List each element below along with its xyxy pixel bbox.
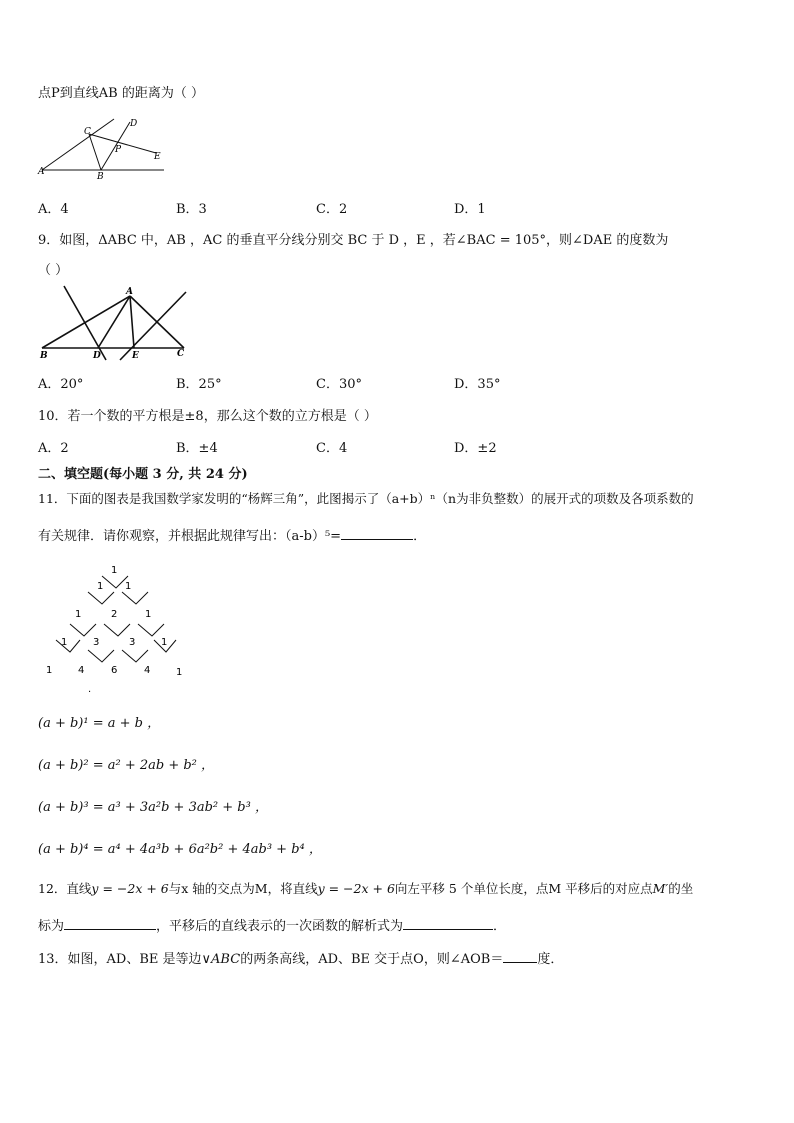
q13-triangle: ∨ABC	[201, 952, 241, 967]
q12-text-f: ，平移后的直线表示的一次函数的解析式为	[156, 919, 404, 934]
triangle-row3-num1: 1	[75, 609, 82, 620]
triangle-connector	[104, 624, 130, 636]
q8-option-b: B．3	[176, 202, 207, 217]
q8-label-c: C	[84, 127, 91, 137]
expansion-4: (a + b)⁴ = a⁴ + 4a³b + 6a²b² + 4ab³ + b⁴ ，	[38, 842, 322, 857]
q11-line2-prefix: 有关规律．请你观察，并根据此规律写出：（a-b）⁵=	[38, 529, 342, 544]
triangle-row5-num3: 6	[111, 665, 118, 676]
triangle-row1-num1: 1	[111, 565, 118, 576]
q12-equation-2: y = −2x + 6	[317, 881, 395, 896]
q9-label-a: A	[126, 287, 133, 297]
q9-line-ba	[42, 296, 130, 348]
q8-line-ac	[42, 119, 114, 170]
q12-line2	[38, 915, 506, 934]
triangle-row4-num4: 1	[161, 637, 168, 648]
q8-option-c: C．2	[316, 202, 348, 217]
triangle-row3-num2: 2	[111, 609, 118, 620]
q9-label-b: B	[40, 351, 48, 361]
q8-figure	[36, 116, 168, 180]
expansion-2: (a + b)² = a² + 2ab + b² ，	[38, 758, 215, 773]
triangle-connector	[88, 592, 114, 604]
q10-stem: 10．若一个数的平方根是±8，那么这个数的立方根是（ ）	[38, 409, 377, 424]
yanghui-triangle	[38, 562, 198, 702]
q13-text-b: 的两条高线，AD、BE 交于点O，则∠AOB＝	[240, 952, 504, 967]
q13-text-a: 13．如图，AD、BE 是等边	[38, 952, 202, 967]
q13-stem	[38, 948, 563, 967]
q9-option-b: B．25°	[176, 377, 222, 392]
triangle-row4-num1: 1	[61, 637, 68, 648]
q8-label-p: P	[115, 145, 122, 155]
q8-label-a: A	[38, 167, 45, 177]
q8-label-e: E	[154, 152, 161, 162]
q8-options	[38, 198, 758, 216]
triangle-row2-num2: 1	[125, 581, 132, 592]
q11-line2-suffix: ．	[413, 529, 427, 544]
q9-line-ae	[130, 296, 134, 348]
q8-line-cb	[89, 134, 101, 170]
expansion-3: (a + b)³ = a³ + 3a²b + 3ab² + b³ ，	[38, 800, 268, 815]
q9-options	[38, 373, 758, 391]
q12-text-d: 的坐	[668, 881, 694, 896]
q11-line2	[38, 525, 426, 544]
triangle-row3-num3: 1	[145, 609, 152, 620]
triangle-row4-num3: 3	[129, 637, 136, 648]
q12-text-e: 标为	[38, 919, 65, 934]
triangle-dot: .	[88, 684, 92, 695]
triangle-row5-num5: 1	[176, 667, 183, 678]
q10-options	[38, 437, 758, 455]
q13-answer-blank[interactable]	[503, 950, 537, 963]
q12-point-m-prime: M′	[652, 881, 669, 896]
triangle-connector	[88, 650, 114, 662]
triangle-row4-num2: 3	[93, 637, 100, 648]
q12-equation-1: y = −2x + 6	[91, 881, 169, 896]
triangle-row5-num1: 1	[46, 665, 53, 676]
q9-label-c: C	[177, 349, 185, 359]
triangle-connector	[122, 650, 148, 662]
q9-stem-line2: （ ）	[38, 263, 69, 278]
q13-text-c: 度．	[537, 952, 564, 967]
q10-option-a: A．2	[38, 441, 69, 456]
q8-label-b: B	[97, 172, 104, 182]
q8-line-ce	[89, 134, 156, 153]
q9-figure	[36, 284, 192, 360]
expansion-1: (a + b)¹ = a + b ，	[38, 716, 161, 731]
triangle-row2-num1: 1	[97, 581, 104, 592]
q8-option-d: D．1	[454, 202, 486, 217]
triangle-connector	[56, 640, 80, 652]
q12-line1	[38, 879, 693, 897]
q11-answer-blank[interactable]	[341, 527, 413, 540]
q12-text-b: 与x 轴的交点为M，将直线	[168, 881, 318, 896]
q8-label-d: D	[130, 119, 138, 129]
q9-stem-line1: 9．如图，ΔABC 中，AB ，AC 的垂直平分线分别交 BC 于 D ，E ，若∠BAC = 105°，则∠DAE 的度数为	[38, 233, 669, 248]
triangle-row5-num4: 4	[144, 665, 151, 676]
q10-option-c: C．4	[316, 441, 348, 456]
q9-option-a: A．20°	[38, 377, 84, 392]
q11-line1: 11．下面的图表是我国数学家发明的“杨辉三角”，此图揭示了（a+b）ⁿ（n为非负整数）的展开式的项数及各项系数的	[38, 491, 694, 506]
q8-option-a: A．4	[38, 202, 69, 217]
q12-text-g: ．	[493, 919, 507, 934]
q9-label-e: E	[132, 351, 139, 361]
q12-text-c: 向左平移 5 个单位长度，点M 平移后的对应点	[394, 881, 653, 896]
q12-text-a: 12．直线	[38, 881, 92, 896]
q10-option-b: B．±4	[176, 441, 218, 456]
triangle-connector	[70, 624, 96, 636]
q12-coordinate-blank[interactable]	[64, 917, 156, 930]
q9-bisector-ab	[64, 286, 106, 360]
q8-stem: 点P到直线AB 的距离为（ ）	[38, 86, 204, 101]
q12-function-blank[interactable]	[403, 917, 493, 930]
triangle-row5-num2: 4	[78, 665, 85, 676]
q10-option-d: D．±2	[454, 441, 497, 456]
triangle-connector	[122, 592, 148, 604]
q9-label-d: D	[93, 351, 101, 361]
q9-option-d: D．35°	[454, 377, 501, 392]
triangle-connector	[138, 624, 164, 636]
q9-option-c: C．30°	[316, 377, 362, 392]
q9-line-ad	[98, 296, 130, 348]
section-fill-in-title: 二、填空题(每小题 3 分, 共 24 分)	[38, 467, 248, 482]
